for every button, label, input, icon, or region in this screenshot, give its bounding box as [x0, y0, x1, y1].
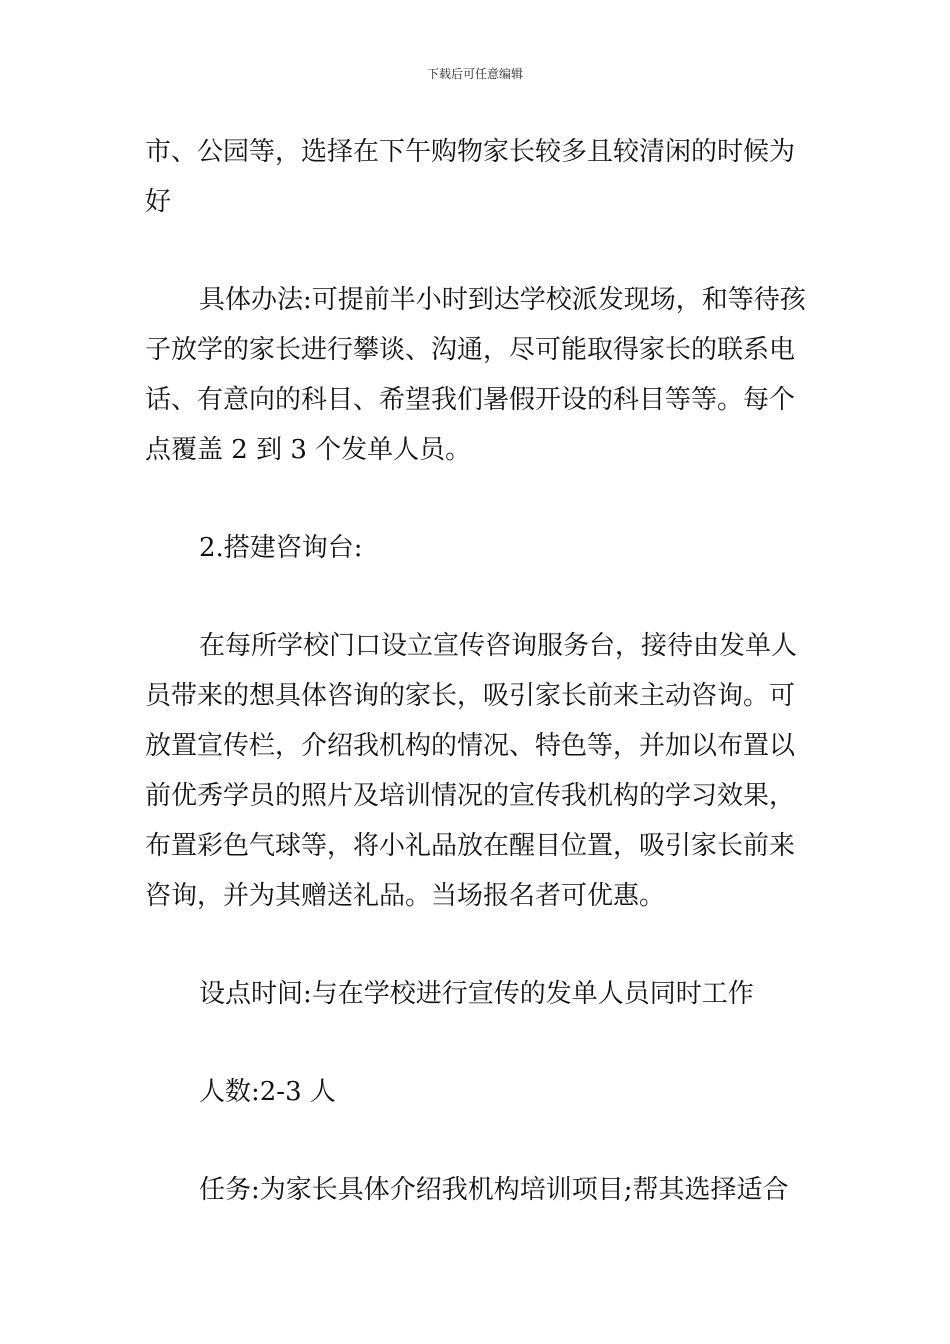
paragraph-1	[145, 127, 810, 227]
text-line: 市、公园等，选择在下午购物家长较多且较清闲的时候为	[145, 137, 796, 167]
text-line: 好	[145, 187, 172, 217]
text-line: 设点时间:与在学校进行宣传的发单人员同时工作	[199, 979, 754, 1009]
text-line: 子放学的家长进行攀谈、沟通，尽可能取得家长的联系电	[145, 335, 796, 365]
text-line: 放置宣传栏，介绍我机构的情况、特色等，并加以布置以	[145, 731, 796, 761]
paragraph-7	[145, 1165, 810, 1215]
text-line: 任务:为家长具体介绍我机构培训项目;帮其选择适合	[199, 1175, 789, 1205]
section-heading: 2.搭建咨询台:	[199, 533, 363, 563]
paragraph-2	[145, 275, 810, 475]
text-line: 布置彩色气球等，将小礼品放在醒目位置，吸引家长前来	[145, 831, 796, 861]
text-line: 人数:2-3 人	[199, 1077, 336, 1107]
text-line: 话、有意向的科目、希望我们暑假开设的科目等等。每个	[145, 385, 796, 415]
paragraph-5	[145, 969, 810, 1019]
text-line: 前优秀学员的照片及培训情况的宣传我机构的学习效果，	[145, 781, 796, 811]
paragraph-4	[145, 621, 810, 921]
text-line: 点覆盖 2 到 3 个发单人员。	[145, 435, 472, 465]
text-line: 咨询，并为其赠送礼品。当场报名者可优惠。	[145, 881, 666, 911]
paragraph-3-heading	[145, 523, 810, 573]
text-line: 在每所学校门口设立宣传咨询服务台，接待由发单人	[199, 631, 798, 661]
paragraph-6	[145, 1067, 810, 1117]
text-line: 员带来的想具体咨询的家长，吸引家长前来主动咨询。可	[145, 681, 796, 711]
document-body	[145, 127, 810, 1215]
text-line: 具体办法:可提前半小时到达学校派发现场，和等待孩	[199, 285, 806, 315]
page-header: 下载后可任意编辑	[426, 67, 523, 81]
